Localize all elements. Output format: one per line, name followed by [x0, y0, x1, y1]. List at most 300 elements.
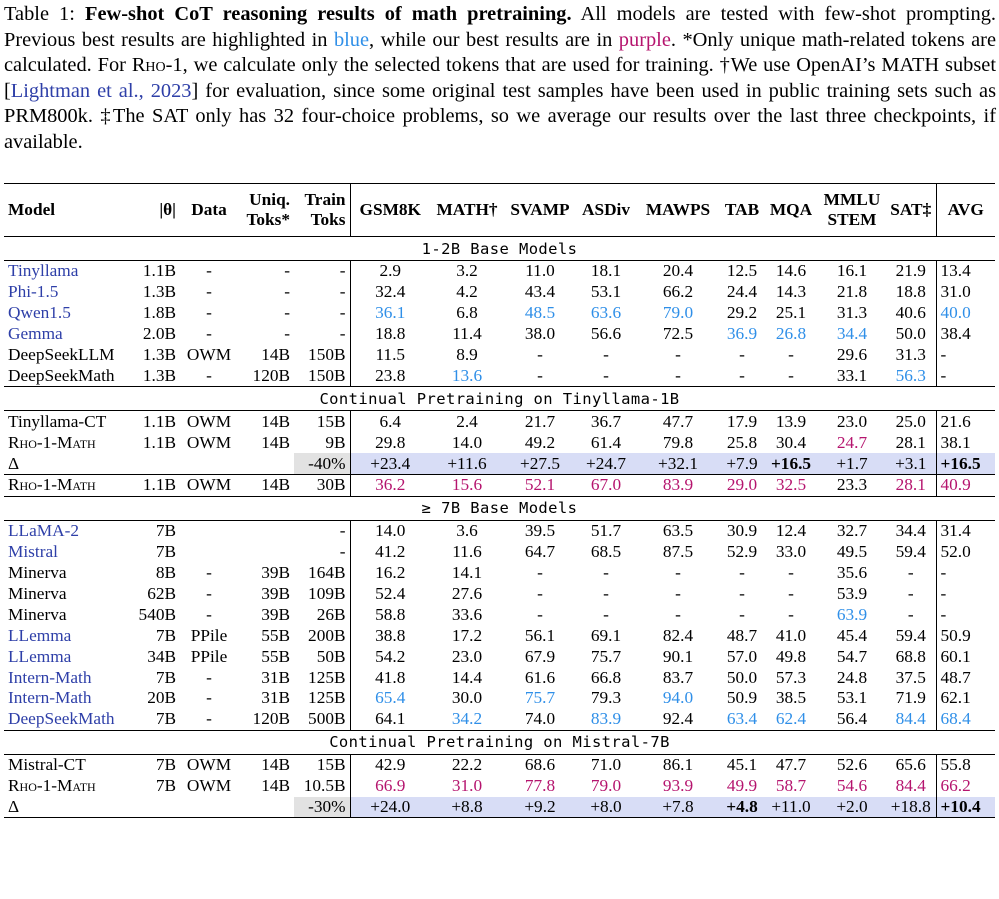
- section-header: [4, 496, 995, 520]
- model-name: [4, 345, 132, 366]
- param-count: 7B: [132, 520, 180, 541]
- unique-tokens: 31B: [261, 667, 290, 687]
- model-name[interactable]: [4, 667, 132, 688]
- param-count: 7B: [155, 709, 176, 729]
- score-avg: 38.1: [940, 432, 971, 452]
- table-row: [4, 345, 995, 366]
- score-mqa: 32.5: [764, 475, 818, 497]
- header-mmlu-line2: STEM: [827, 210, 877, 229]
- param-count: 7B: [155, 542, 176, 562]
- score-gsm8k: 36.2: [350, 475, 430, 497]
- score-mawps: 93.9: [662, 776, 694, 796]
- score-mmlu-stem: 63.9: [836, 604, 868, 624]
- score-asdiv: 68.5: [590, 542, 622, 562]
- score-mmlu-stem: 49.5: [836, 542, 868, 562]
- model-name: [4, 776, 132, 797]
- unique-tokens: 14B: [261, 345, 290, 364]
- model-name[interactable]: [4, 261, 132, 282]
- model-name[interactable]: [4, 324, 132, 345]
- score-math: 14.0: [451, 432, 483, 452]
- model-name[interactable]: [4, 709, 132, 730]
- header-svamp: SVAMP: [504, 184, 576, 237]
- score-asdiv: -: [603, 584, 609, 604]
- train-tokens: -: [294, 282, 350, 303]
- table-row: [4, 709, 995, 730]
- param-count: 1.3B: [142, 282, 176, 302]
- model-name-text: Mistral: [8, 542, 58, 562]
- score-avg: 68.4: [940, 709, 971, 729]
- score-math: 3.2: [430, 261, 504, 282]
- delta-label: Δ: [8, 453, 20, 473]
- empty-cell: [132, 453, 180, 474]
- model-name-text: LLaMA-2: [8, 521, 80, 541]
- score-mmlu-stem: 31.3: [836, 303, 868, 323]
- score-tab: 30.9: [720, 520, 764, 541]
- score-asdiv: -: [603, 563, 609, 583]
- model-name: [4, 432, 132, 453]
- data-source: -: [206, 688, 212, 708]
- score-tab: 48.7: [726, 625, 758, 645]
- unique-tokens: 55B: [261, 625, 290, 645]
- score-tab: -: [739, 365, 745, 385]
- train-tokens: 10.5B: [294, 776, 350, 797]
- score-svamp: 64.7: [524, 542, 556, 562]
- train-tokens: 26B: [294, 604, 350, 625]
- table-row: [4, 282, 995, 303]
- score-avg: 66.2: [940, 776, 971, 796]
- score-mqa: 41.0: [775, 625, 807, 645]
- model-name-text: Mistral-CT: [8, 755, 86, 775]
- header-uniq-toks: [238, 184, 294, 237]
- score-mqa: -: [788, 584, 794, 604]
- score-asdiv: 69.1: [590, 625, 622, 645]
- score-mqa: -: [788, 563, 794, 583]
- data-source: -: [206, 365, 212, 385]
- score-math: 14.1: [451, 563, 483, 583]
- score-svamp: -: [537, 365, 543, 385]
- score-avg: 31.0: [940, 282, 971, 302]
- score-math: 14.4: [451, 667, 483, 687]
- model-name[interactable]: [4, 303, 132, 324]
- score-avg: 50.9: [940, 625, 971, 645]
- score-mmlu-stem: 54.6: [836, 776, 868, 796]
- score-mmlu-stem: 53.1: [836, 688, 868, 708]
- model-name-text: Gemma: [8, 324, 63, 344]
- model-name: [4, 365, 132, 386]
- data-source: -: [206, 709, 212, 729]
- score-avg: 21.6: [936, 411, 995, 432]
- param-count: 7B: [155, 667, 176, 687]
- unique-tokens: [238, 520, 294, 541]
- score-sat: 84.4: [886, 709, 936, 730]
- score-mqa: 25.1: [775, 303, 807, 323]
- table-row: [4, 563, 995, 584]
- param-count: 1.1B: [142, 432, 176, 452]
- score-mqa: 47.7: [764, 754, 818, 775]
- data-source: -: [206, 563, 212, 583]
- score-avg: -: [940, 584, 947, 604]
- score-mawps: 72.5: [662, 324, 694, 344]
- score-mmlu-stem: 23.0: [818, 411, 886, 432]
- table-row: [4, 520, 995, 541]
- score-mqa: -: [788, 604, 794, 624]
- delta-score-asdiv: +24.7: [576, 453, 636, 474]
- model-name[interactable]: [4, 646, 132, 667]
- unique-tokens: 39B: [261, 563, 290, 583]
- header-uniq-line1: Uniq.: [249, 190, 290, 209]
- data-source: OWM: [186, 776, 232, 796]
- param-count: 1.1B: [132, 411, 180, 432]
- score-mawps: -: [675, 563, 681, 583]
- model-name[interactable]: [4, 542, 132, 563]
- header-row: [4, 184, 995, 237]
- score-mqa: 62.4: [775, 709, 807, 729]
- score-avg: 38.4: [940, 324, 971, 344]
- param-count: 1.3B: [142, 345, 176, 364]
- delta-score-svamp: +9.2: [504, 797, 576, 818]
- score-svamp: 48.5: [524, 303, 556, 323]
- score-gsm8k: 6.4: [350, 411, 430, 432]
- section-header: [4, 387, 995, 411]
- score-math: 13.6: [451, 365, 483, 385]
- header-train-line2: Toks: [310, 210, 346, 229]
- score-avg: -: [940, 604, 947, 624]
- score-mawps: 86.1: [636, 754, 720, 775]
- score-avg: 31.4: [936, 520, 995, 541]
- score-svamp: 68.6: [504, 754, 576, 775]
- score-svamp: 49.2: [524, 432, 556, 452]
- score-math: 11.6: [452, 542, 482, 562]
- score-tab: -: [739, 563, 745, 583]
- score-avg: 55.8: [936, 754, 995, 775]
- score-math: 22.2: [430, 754, 504, 775]
- table-row: [4, 261, 995, 282]
- unique-tokens: 55B: [261, 646, 290, 666]
- header-asdiv: ASDiv: [576, 184, 636, 237]
- score-mawps: 92.4: [662, 709, 694, 729]
- param-count: 540B: [138, 604, 176, 624]
- score-mawps: 83.9: [636, 475, 720, 497]
- score-math: 3.6: [430, 520, 504, 541]
- score-math: 27.6: [451, 584, 483, 604]
- caption-blue-word: blue: [333, 28, 370, 51]
- score-sat: 65.6: [886, 754, 936, 775]
- score-mqa: 33.0: [775, 542, 807, 562]
- unique-tokens: 31B: [261, 688, 290, 708]
- score-avg: 40.9: [936, 475, 995, 497]
- train-tokens: 125B: [294, 688, 350, 709]
- score-mawps: -: [675, 604, 681, 624]
- score-mawps: 63.5: [636, 520, 720, 541]
- score-mmlu-stem: 45.4: [836, 625, 868, 645]
- score-sat: 28.1: [886, 432, 936, 453]
- unique-tokens: 39B: [261, 584, 290, 604]
- model-name: [4, 411, 132, 432]
- data-source: OWM: [180, 754, 238, 775]
- score-tab: 50.9: [726, 688, 758, 708]
- model-name-text: Minerva: [8, 584, 67, 604]
- score-sat: -: [886, 563, 936, 584]
- score-svamp: 38.0: [524, 324, 556, 344]
- empty-cell: [238, 453, 294, 474]
- delta-score-asdiv: +8.0: [576, 797, 636, 818]
- data-source: -: [206, 303, 212, 323]
- caption-text: , we calculate only the selected tokens that are used for training. †We use OpenAI’s MATH subset [: [4, 54, 996, 102]
- delta-score-sat: +3.1: [886, 453, 936, 474]
- score-gsm8k: 23.8: [375, 365, 406, 385]
- delta-score-gsm8k: +23.4: [350, 453, 430, 474]
- score-sat: 56.3: [886, 365, 936, 386]
- model-name: [4, 754, 132, 775]
- score-avg: 52.0: [940, 542, 971, 562]
- score-mqa: 57.3: [775, 667, 807, 687]
- score-mawps: -: [675, 345, 681, 364]
- score-math: 23.0: [451, 646, 483, 666]
- caption-purple-word: purple: [618, 28, 671, 51]
- score-asdiv: 56.6: [590, 324, 622, 344]
- unique-tokens: 120B: [252, 365, 290, 385]
- score-asdiv: 53.1: [590, 282, 622, 302]
- section-header: [4, 730, 995, 754]
- score-tab: 12.5: [720, 261, 764, 282]
- model-name[interactable]: [4, 520, 132, 541]
- header-train-toks: [294, 184, 350, 237]
- table-row: [4, 754, 995, 775]
- score-avg: 60.1: [940, 646, 971, 666]
- score-svamp: 67.9: [524, 646, 556, 666]
- score-asdiv: 63.6: [590, 303, 622, 323]
- score-gsm8k: 16.2: [375, 563, 406, 583]
- delta-score-svamp: +27.5: [504, 453, 576, 474]
- header-math: MATH†: [430, 184, 504, 237]
- model-name-text: DeepSeekMath: [8, 365, 115, 385]
- score-tab: -: [739, 604, 745, 624]
- header-train-line1: Train: [304, 190, 346, 209]
- score-mmlu-stem: 56.4: [836, 709, 868, 729]
- data-source: OWM: [186, 345, 232, 364]
- unique-tokens: 14B: [238, 411, 294, 432]
- score-mawps: 87.5: [662, 542, 694, 562]
- unique-tokens: 39B: [261, 604, 290, 624]
- delta-score-mawps: +32.1: [636, 453, 720, 474]
- results-table: [4, 183, 995, 818]
- score-gsm8k: 18.8: [375, 324, 406, 344]
- score-sat: 18.8: [886, 282, 936, 303]
- table-row: [4, 688, 995, 709]
- delta-score-math: +8.8: [430, 797, 504, 818]
- model-name[interactable]: [4, 282, 132, 303]
- delta-score-tab: +4.8: [720, 797, 764, 818]
- table-row: [4, 646, 995, 667]
- train-tokens: 125B: [294, 667, 350, 688]
- header-data: Data: [180, 184, 238, 237]
- model-name-text: DeepSeekMath: [8, 709, 115, 729]
- table-row: [4, 365, 995, 386]
- score-asdiv: 79.3: [590, 688, 622, 708]
- model-name-text: Intern-Math: [8, 667, 92, 687]
- delta-score-mqa: +11.0: [764, 797, 818, 818]
- score-asdiv: 67.0: [576, 475, 636, 497]
- score-mqa: 14.3: [775, 282, 807, 302]
- score-math: 33.6: [451, 604, 483, 624]
- delta-score-mmlu-stem: +2.0: [818, 797, 886, 818]
- score-sat: 31.3: [886, 345, 936, 366]
- score-sat: 71.9: [886, 688, 936, 709]
- header-mmlu-line1: MMLU: [823, 190, 881, 209]
- unique-tokens: -: [284, 324, 290, 344]
- model-name[interactable]: [4, 688, 132, 709]
- model-name: [4, 563, 132, 584]
- score-mqa: 58.7: [775, 776, 807, 796]
- score-sat: 84.4: [886, 776, 936, 797]
- score-math: 11.4: [452, 324, 482, 344]
- score-tab: 52.9: [726, 542, 758, 562]
- empty-cell: [180, 797, 238, 818]
- param-count: 7B: [132, 754, 180, 775]
- param-count: 7B: [155, 625, 176, 645]
- data-source: -: [206, 282, 212, 302]
- model-name-text: DeepSeekLLM: [8, 345, 115, 364]
- delta-score-mqa: +16.5: [764, 453, 818, 474]
- delta-score-mawps: +7.8: [636, 797, 720, 818]
- train-tokens: -: [294, 542, 350, 563]
- data-source: [180, 520, 238, 541]
- score-sat: -: [886, 584, 936, 605]
- score-gsm8k: 36.1: [375, 303, 406, 323]
- score-gsm8k: 66.9: [375, 776, 406, 796]
- score-sat: 28.1: [886, 475, 936, 497]
- score-tab: 25.8: [726, 432, 758, 452]
- score-mmlu-stem: 21.8: [836, 282, 868, 302]
- score-tab: 49.9: [726, 776, 758, 796]
- data-source: -: [206, 324, 212, 344]
- section-title: Continual Pretraining on Tinyllama-1B: [4, 387, 995, 411]
- train-tokens: 15B: [294, 754, 350, 775]
- data-source: [180, 542, 238, 563]
- score-tab: 36.9: [726, 324, 758, 344]
- score-svamp: 61.6: [524, 667, 556, 687]
- param-count: 7B: [155, 776, 176, 796]
- delta-train-tokens: -30%: [294, 797, 350, 818]
- data-source: -: [206, 584, 212, 604]
- model-name-text: Rho-1-Math: [8, 776, 96, 796]
- score-tab: 57.0: [726, 646, 758, 666]
- score-math: 34.2: [451, 709, 483, 729]
- train-tokens: 15B: [294, 411, 350, 432]
- score-mawps: -: [675, 365, 681, 385]
- table-row: [4, 584, 995, 605]
- score-gsm8k: 41.8: [375, 667, 406, 687]
- model-name-text: LLemma: [8, 646, 72, 666]
- score-tab: 29.0: [720, 475, 764, 497]
- score-math: 8.9: [456, 345, 478, 364]
- score-mmlu-stem: 24.7: [836, 432, 868, 452]
- score-mmlu-stem: 23.3: [818, 475, 886, 497]
- score-svamp: -: [537, 563, 543, 583]
- score-math: 2.4: [430, 411, 504, 432]
- score-svamp: 11.0: [504, 261, 576, 282]
- score-sat: -: [886, 604, 936, 625]
- score-math: 15.6: [430, 475, 504, 497]
- header-avg: AVG: [936, 184, 995, 237]
- delta-score-avg: +10.4: [936, 797, 995, 818]
- param-count: 1.8B: [142, 303, 176, 323]
- train-tokens: 9B: [294, 432, 350, 453]
- score-mawps: 90.1: [662, 646, 694, 666]
- score-gsm8k: 11.5: [375, 345, 406, 364]
- section-title: 1-2B Base Models: [4, 237, 995, 261]
- model-name: [4, 584, 132, 605]
- model-name-text: Qwen1.5: [8, 303, 71, 323]
- score-avg: 62.1: [940, 688, 971, 708]
- score-gsm8k: 52.4: [375, 584, 406, 604]
- score-asdiv: 75.7: [590, 646, 622, 666]
- table-row: [4, 411, 995, 432]
- model-name[interactable]: [4, 625, 132, 646]
- table-caption: [4, 2, 996, 155]
- train-tokens: -: [294, 261, 350, 282]
- model-name-text: Rho-1-Math: [8, 475, 96, 495]
- param-count: 8B: [155, 563, 176, 583]
- score-asdiv: 18.1: [576, 261, 636, 282]
- unique-tokens: 14B: [238, 475, 294, 497]
- score-sat: 25.0: [886, 411, 936, 432]
- score-tab: 45.1: [720, 754, 764, 775]
- table-row: [4, 432, 995, 453]
- score-sat: 21.9: [886, 261, 936, 282]
- score-gsm8k: 41.2: [375, 542, 406, 562]
- score-tab: 24.4: [726, 282, 758, 302]
- score-svamp: 74.0: [524, 709, 556, 729]
- score-tab: 17.9: [720, 411, 764, 432]
- header-tab: TAB: [720, 184, 764, 237]
- score-sat: 68.8: [886, 646, 936, 667]
- train-tokens: -: [294, 324, 350, 345]
- table-row: [4, 776, 995, 797]
- header-mawps: MAWPS: [636, 184, 720, 237]
- unique-tokens: 14B: [238, 754, 294, 775]
- score-mqa: 12.4: [764, 520, 818, 541]
- score-asdiv: 61.4: [590, 432, 622, 452]
- train-tokens: 50B: [294, 646, 350, 667]
- score-avg: 13.4: [936, 261, 995, 282]
- score-mawps: 83.7: [662, 667, 694, 687]
- caption-text: . *Only unique math-related tokens are calculated. For: [4, 28, 996, 76]
- param-count: 1.1B: [132, 261, 180, 282]
- score-sat: 50.0: [886, 324, 936, 345]
- score-tab: -: [739, 584, 745, 604]
- caption-title: Few-shot CoT reasoning results of math pretraining.: [85, 3, 572, 25]
- citation-link[interactable]: Lightman et al., 2023: [10, 79, 192, 102]
- score-svamp: 75.7: [524, 688, 556, 708]
- train-tokens: 500B: [294, 709, 350, 730]
- delta-row: [4, 797, 995, 818]
- score-asdiv: -: [603, 345, 609, 364]
- model-name-text: LLemma: [8, 625, 72, 645]
- score-mmlu-stem: 29.6: [836, 345, 868, 364]
- score-sat: 37.5: [886, 667, 936, 688]
- score-mmlu-stem: 53.9: [836, 584, 868, 604]
- score-svamp: -: [537, 604, 543, 624]
- score-avg: 48.7: [940, 667, 971, 687]
- score-avg: -: [940, 365, 947, 385]
- score-mqa: 26.8: [775, 324, 807, 344]
- table-row: [4, 324, 995, 345]
- caption-text: ] for evaluation, since some original test samples have been used in public training sets such as PRM800k. ‡The SAT only has 32 four-choice problems, so we average our results over the last three checkpoints, if available.: [4, 79, 997, 153]
- score-svamp: 43.4: [524, 282, 556, 302]
- score-mawps: 20.4: [636, 261, 720, 282]
- score-mmlu-stem: 52.6: [818, 754, 886, 775]
